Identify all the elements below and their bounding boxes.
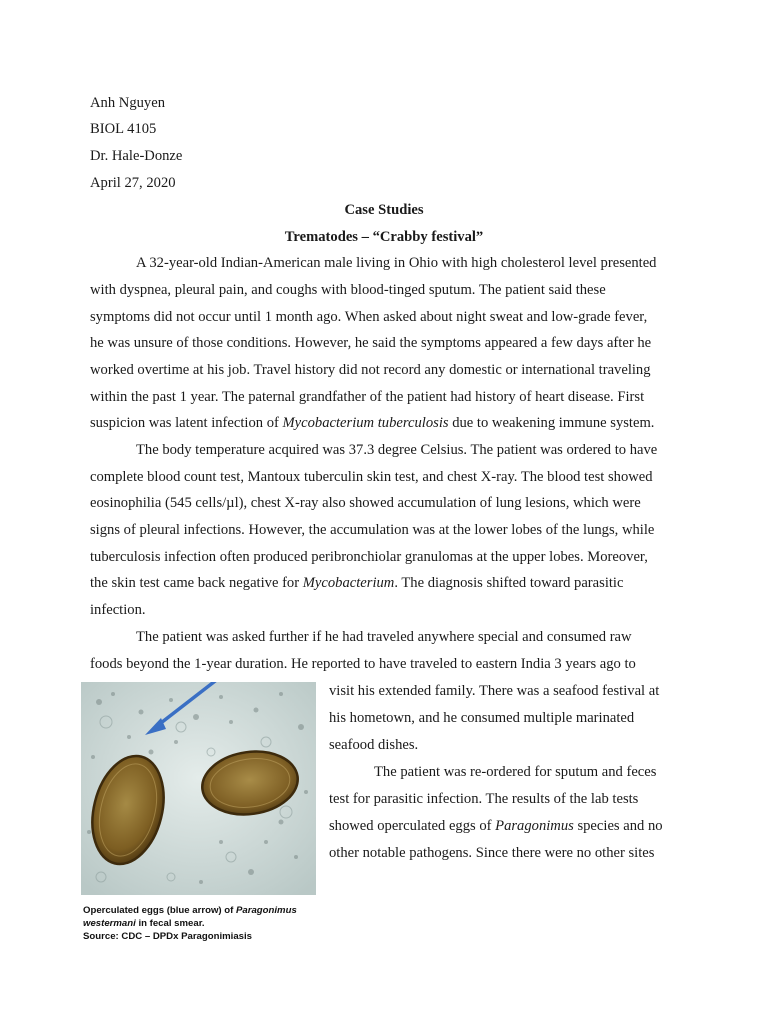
text-line: eosinophilia (545 cells/µl), chest X-ray also showed accumulation of lung lesions, which were — [90, 495, 641, 511]
text-line: his hometown, and he consumed multiple marinated — [329, 710, 635, 726]
text-line: The patient was asked further if he had traveled anywhere special and consumed raw — [136, 629, 632, 645]
text-line: The body temperature acquired was 37.3 degree Celsius. The patient was ordered to have — [136, 442, 658, 458]
text-run: suspicion was latent infection of — [90, 415, 283, 431]
text-line: signs of pleural infections. However, the accumulation was at the lower lobes of the lungs, while — [90, 522, 655, 538]
text-run: the skin test came back negative for — [90, 575, 303, 591]
text-line: foods beyond the 1-year duration. He reported to have traveled to eastern India 3 years ago to — [90, 656, 636, 672]
caption-source: Source: CDC – DPDx Paragonimiasis — [83, 931, 253, 942]
caption-line — [83, 917, 323, 930]
italic-species-name: Mycobacterium tuberculosis — [282, 415, 449, 431]
text-line: symptoms did not occur until 1 month ago. When asked about night sweat and low-grade fever, — [90, 309, 648, 325]
instructor-name: Dr. Hale-Donze — [90, 148, 183, 164]
document-title: Case Studies — [344, 202, 424, 218]
text-line: other notable pathogens. Since there were no other sites — [329, 845, 655, 861]
italic-species-name: Mycobacterium — [302, 575, 395, 591]
text-line: A 32-year-old Indian-American male living in Ohio with high cholesterol level presented — [136, 255, 657, 271]
italic-species-name: Paragonimus — [495, 818, 574, 834]
text-line: seafood dishes. — [329, 737, 419, 753]
document-subtitle: Trematodes – “Crabby festival” — [284, 229, 484, 245]
text-line — [90, 413, 654, 433]
italic-species-name: westermani — [83, 918, 136, 929]
text-line: worked overtime at his job. Travel history did not record any domestic or international traveling — [90, 362, 651, 378]
text-run: . The diagnosis shifted toward parasitic — [394, 575, 624, 591]
text-run: due to weakening immune system. — [448, 415, 655, 431]
text-run: in fecal smear. — [135, 918, 205, 929]
text-line: The patient was re-ordered for sputum and feces — [374, 764, 657, 780]
text-line: tuberculosis infection often produced peribronchiolar granulomas at the upper lobes. Moreover, — [90, 549, 648, 565]
italic-species-name: Paragonimus — [236, 905, 297, 916]
micrograph-image — [81, 682, 316, 895]
text-run: species and no — [573, 818, 663, 834]
text-line: infection. — [90, 602, 146, 618]
figure-caption — [83, 904, 323, 943]
document-date: April 27, 2020 — [90, 175, 176, 191]
course-code: BIOL 4105 — [90, 121, 157, 137]
text-line — [90, 573, 623, 593]
text-line: visit his extended family. There was a seafood festival at — [329, 683, 660, 699]
text-line: test for parasitic infection. The results of the lab tests — [329, 791, 639, 807]
text-line — [329, 816, 663, 836]
text-line: he was unsure of those conditions. However, he said the symptoms appeared a few days after he — [90, 335, 652, 351]
author-name: Anh Nguyen — [90, 95, 165, 111]
text-line: within the past 1 year. The paternal grandfather of the patient had history of heart disease. First — [90, 389, 645, 405]
text-line: with dyspnea, pleural pain, and coughs with blood-tinged sputum. The patient said these — [90, 282, 606, 298]
text-line: complete blood count test, Mantoux tuberculin skin test, and chest X-ray. The blood test showed — [90, 469, 653, 485]
text-run: Operculated eggs (blue arrow) of — [83, 905, 236, 916]
text-run: showed operculated eggs of — [329, 818, 496, 834]
caption-line — [83, 904, 323, 917]
